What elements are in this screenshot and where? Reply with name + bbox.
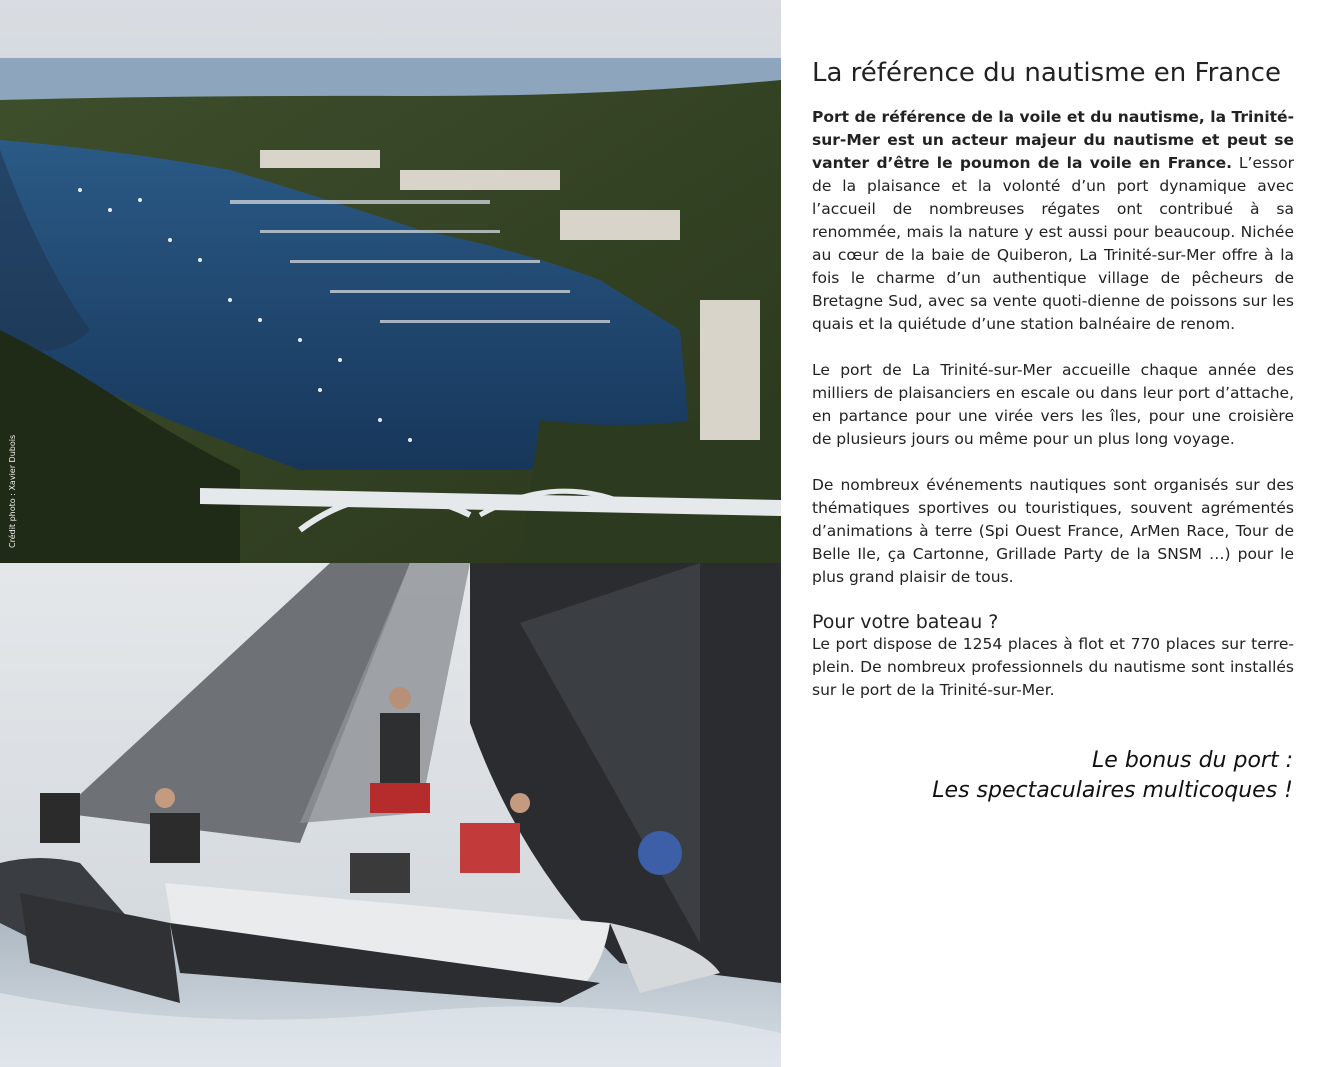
intro-rest: L’essor de la plaisance et la volonté d’un port dynamique avec l’accueil de nombreuses régates ont contribué à sa renommée, mais la nature y est aussi pour beaucoup. Nichée au cœur de la baie de Quiberon, La Trinité-sur-Mer offre à la fois le charme d’un authentique village de pêcheurs de Bretagne Sud, avec sa vente quoti-dienne de poissons sur les quais et la quiétude d’une station balnéaire de renom. xyxy=(812,154,1294,333)
bonus-callout xyxy=(932,746,1293,806)
intro-lead: Port de référence de la voile et du nautisme, la Trinité-sur-Mer est un acteur majeur du nautisme et peut se vanter d’être le poumon de la voile en France. xyxy=(812,108,1294,172)
intro-paragraph xyxy=(812,106,1294,336)
boat-section-title: Pour votre bateau ? xyxy=(812,611,999,633)
article-column xyxy=(812,58,1294,702)
bonus-line-1: Le bonus du port : xyxy=(1092,748,1293,773)
paragraph-3: De nombreux événements nautiques sont organisés sur des thématiques sportives ou touristiques, souvent agrémentés d’animations à terre (Spi Ouest France, ArMen Race, Tour de Belle Ile, ça Cartonne, Grillade Party de la SNSM …) pour le plus grand plaisir de tous. xyxy=(812,476,1294,586)
article-title: La référence du nautisme en France xyxy=(812,58,1281,88)
bonus-line-2: Les spectaculaires multicoques ! xyxy=(932,778,1293,803)
aerial-harbour-photo xyxy=(0,0,781,563)
boat-section-text: Le port dispose de 1254 places à flot et 770 places sur terre-plein. De nombreux professionnels du nautisme sont installés sur le port de la Trinité-sur-Mer. xyxy=(812,635,1294,699)
photo-credit: Crédit photo : Xavier Dubois xyxy=(8,434,17,548)
paragraph-2: Le port de La Trinité-sur-Mer accueille chaque année des milliers de plaisanciers en escale ou dans leur port d’attache, en partance pour une virée vers les îles, pour une croisière de plusieurs jours ou même pour un plus long voyage. xyxy=(812,361,1294,448)
sailboat-regatta-photo xyxy=(0,563,781,1067)
